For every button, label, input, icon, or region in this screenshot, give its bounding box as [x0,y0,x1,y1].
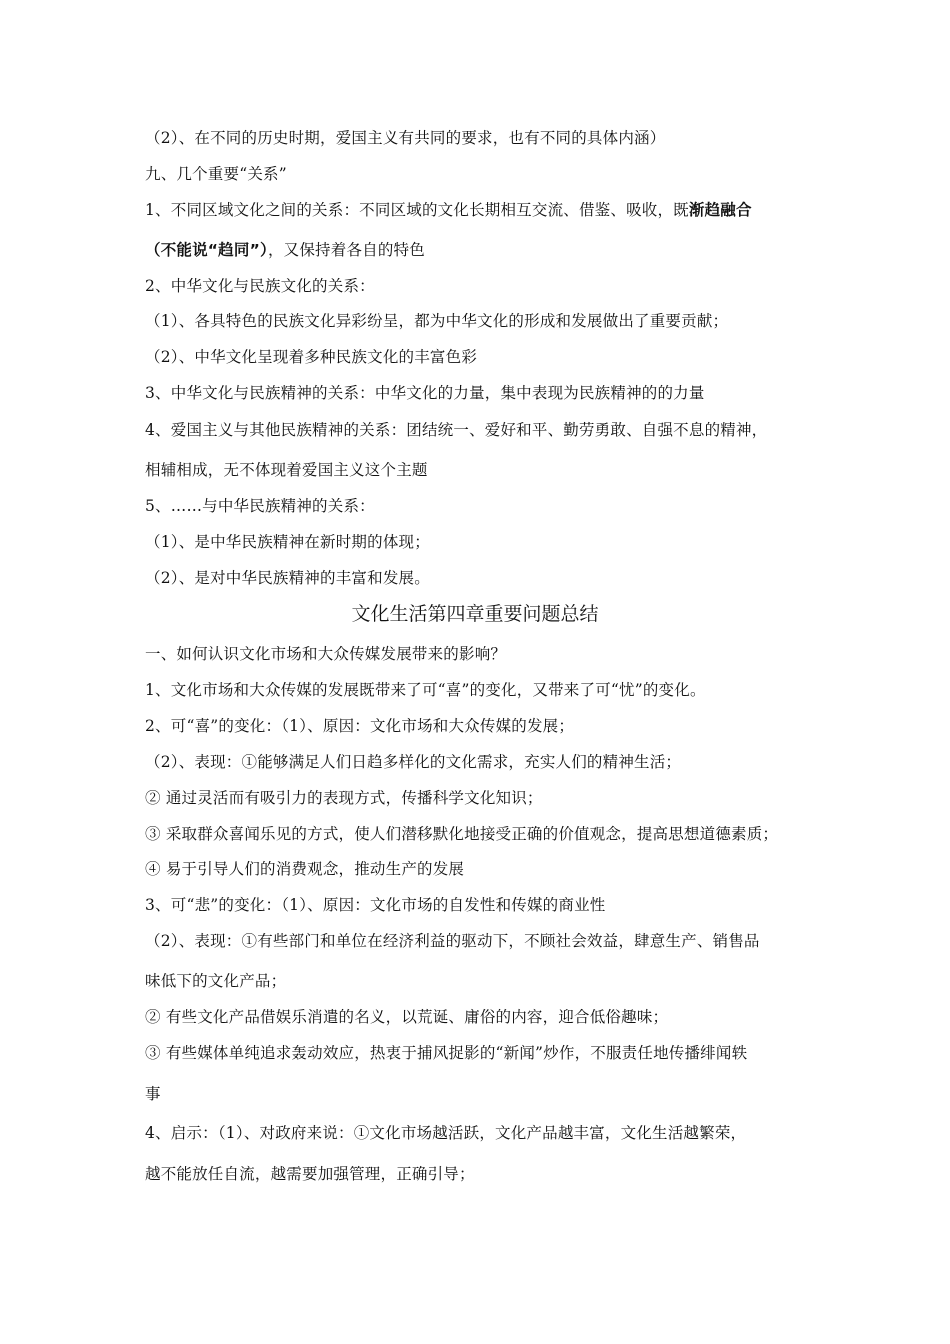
section-heading: 一、如何认识文化市场和大众传媒发展带来的影响？ [145,645,507,663]
text-line: 味低下的文化产品； [145,972,287,990]
text-line: ② 有些文化产品借娱乐消遣的名义，以荒诞、庸俗的内容，迎合低俗趣味； [145,1008,669,1026]
text-line: （1）、是中华民族精神在新时期的体现； [145,533,430,551]
text-line [145,199,752,221]
text-line: ② 通过灵活而有吸引力的表现方式，传播科学文化知识； [145,789,543,807]
text-line: 1、文化市场和大众传媒的发展既带来了可“喜”的变化，又带来了可“忧”的变化。 [145,681,706,699]
text-line: ③ 有些媒体单纯追求轰动效应，热衷于捕风捉影的“新闻”炒作，不服责任地传播绯闻轶 [145,1044,748,1062]
text-segment: ，又保持着各自的特色 [267,241,425,259]
text-line: 4、启示：（1）、对政府来说：①文化市场越活跃，文化产品越丰富，文化生活越繁荣， [145,1124,747,1142]
text-line: 4、爱国主义与其他民族精神的关系：团结统一、爱好和平、勤劳勇敢、自强不息的精神， [145,421,768,439]
text-line: （2）、中华文化呈现着多种民族文化的丰富色彩 [145,348,478,366]
bold-text: 渐趋融合 [688,201,752,219]
text-line: ③ 采取群众喜闻乐见的方式，使人们潜移默化地接受正确的价值观念，提高思想道德素质； [145,825,779,843]
text-line [145,239,425,261]
text-line: （1）、各具特色的民族文化异彩纷呈，都为中华文化的形成和发展做出了重要贡献； [145,312,729,330]
text-line: 2、中华文化与民族文化的关系： [145,277,375,295]
text-line: 3、可“悲”的变化：（1）、原因：文化市场的自发性和传媒的商业性 [145,896,606,914]
text-line: （2）、是对中华民族精神的丰富和发展。 [145,569,430,587]
text-line: ④ 易于引导人们的消费观念，推动生产的发展 [145,860,465,878]
bold-text: （不能说“趋同”） [145,241,268,259]
text-line: 3、中华文化与民族精神的关系：中华文化的力量，集中表现为民族精神的的力量 [145,384,705,402]
text-line: 相辅相成，无不体现着爱国主义这个主题 [145,461,428,479]
text-line: 5、……与中华民族精神的关系： [145,497,375,515]
text-segment: 1、不同区域文化之间的关系：不同区域的文化长期相互交流、借鉴、吸收，既 [145,201,689,219]
section-heading: 九、几个重要“关系” [145,165,287,183]
text-line: （2）、表现：①有些部门和单位在经济利益的驱动下，不顾社会效益，肆意生产、销售品 [145,932,760,950]
text-line: 越不能放任自流，越需要加强管理，正确引导； [145,1165,475,1183]
text-line: （2）、在不同的历史时期，爱国主义有共同的要求，也有不同的具体内涵） [145,129,666,147]
page-title: 文化生活第四章重要问题总结 [351,603,599,625]
text-line: 事 [145,1085,161,1103]
text-line: 2、可“喜”的变化：（1）、原因：文化市场和大众传媒的发展； [145,717,575,735]
text-line: （2）、表现：①能够满足人们日趋多样化的文化需求，充实人们的精神生活； [145,753,682,771]
